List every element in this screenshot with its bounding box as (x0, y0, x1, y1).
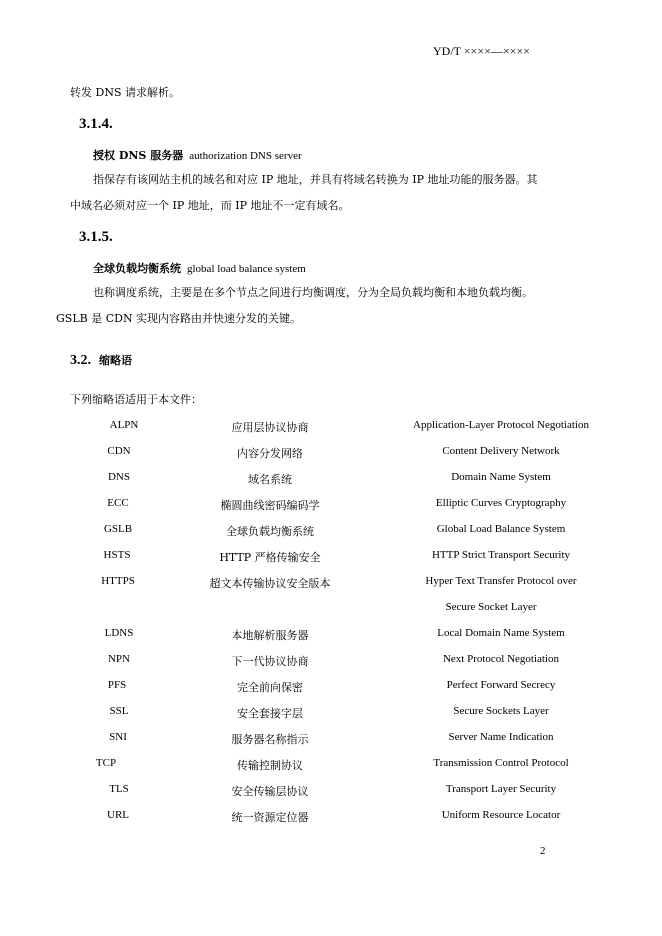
document-code-header: YD/T ××××—×××× (433, 44, 530, 58)
abbr-cell: ECC (107, 497, 129, 509)
abbr-cell: ALPN (109, 419, 139, 431)
en-cell: Domain Name System (451, 471, 551, 483)
intro-line: 转发 DNS 请求解析。 (70, 86, 180, 99)
abbr-cell: LDNS (104, 627, 134, 639)
abbr-cell: PFS (107, 679, 127, 691)
zh-cell: 下一代协议协商 (231, 655, 309, 668)
section-3-1-5-def-line-1: 也称调度系统，主要是在多个节点之间进行均衡调度，分为全局负载均衡和本地负载均衡。 (93, 286, 533, 299)
section-3-2-title: 缩略语 (99, 355, 132, 367)
abbr-cell: TCP (95, 757, 117, 769)
abbreviations-intro: 下列缩略语适用于本文件： (70, 393, 202, 406)
zh-cell: 本地解析服务器 (231, 629, 309, 642)
zh-cell: 全球负载均衡系统 (226, 525, 314, 538)
term-en: authorization DNS server (189, 150, 302, 162)
zh-cell: 完全前向保密 (237, 681, 303, 694)
abbr-cell: HTTPS (101, 575, 135, 587)
en-cell: Global Load Balance System (436, 523, 566, 535)
section-3-1-4-term (93, 147, 302, 163)
zh-cell: 安全套接字层 (237, 707, 303, 720)
abbr-cell: URL (107, 809, 129, 821)
en-cell: Server Name Indication (448, 731, 554, 743)
zh-cell: 域名系统 (248, 473, 292, 486)
en-cell: Transmission Control Protocol (433, 757, 569, 769)
en-cell: Uniform Resource Locator (441, 809, 561, 821)
zh-cell: HTTP 严格传输安全 (219, 551, 321, 564)
abbr-cell: CDN (107, 445, 131, 457)
section-3-1-5-def-line-2: GSLB 是 CDN 实现内容路由并快速分发的关键。 (56, 312, 302, 325)
section-3-2-number: 3.2. (70, 353, 91, 368)
en-cell: Perfect Forward Secrecy (446, 679, 556, 691)
term-en: global load balance system (187, 263, 306, 275)
abbr-cell: SNI (109, 731, 127, 743)
abbr-cell: TLS (109, 783, 129, 795)
en-cell: Transport Layer Security (445, 783, 557, 795)
en-cell: Hyper Text Transfer Protocol over (425, 575, 577, 587)
page-number: 2 (540, 845, 546, 857)
abbr-cell: SSL (109, 705, 129, 717)
abbr-cell: NPN (107, 653, 131, 665)
en-cell: Elliptic Curves Cryptography (435, 497, 567, 509)
term-zh: 全球负载均衡系统 (93, 262, 181, 275)
section-3-1-5-number: 3.1.5. (79, 229, 113, 245)
en-cell: HTTP Strict Transport Security (431, 549, 571, 561)
section-3-1-5-term (93, 260, 306, 276)
en-cell-continuation: Secure Socket Layer (445, 601, 537, 613)
zh-cell: 传输控制协议 (237, 759, 303, 772)
section-3-2-heading (70, 352, 132, 369)
en-cell: Local Domain Name System (437, 627, 565, 639)
en-cell: Content Delivery Network (442, 445, 560, 457)
section-3-1-4-def-line-1: 指保存有该网站主机的域名和对应 IP 地址，并具有将域名转换为 IP 地址功能的服务器。其 (93, 173, 538, 186)
zh-cell: 超文本传输协议安全版本 (209, 577, 331, 590)
zh-cell: 安全传输层协议 (231, 785, 309, 798)
abbr-cell: DNS (107, 471, 131, 483)
zh-cell: 服务器名称指示 (231, 733, 309, 746)
zh-cell: 内容分发网络 (237, 447, 303, 460)
section-3-1-4-number: 3.1.4. (79, 116, 113, 132)
en-cell: Secure Sockets Layer (453, 705, 549, 717)
abbr-cell: GSLB (103, 523, 133, 535)
term-zh: 授权 DNS 服务器 (93, 149, 184, 162)
zh-cell: 统一资源定位器 (231, 811, 309, 824)
section-3-1-4-def-line-2: 中域名必须对应一个 IP 地址，而 IP 地址不一定有域名。 (70, 199, 350, 212)
en-cell: Next Protocol Negotiation (442, 653, 560, 665)
en-cell: Application-Layer Protocol Negotiation (413, 419, 589, 431)
zh-cell: 椭圆曲线密码编码学 (220, 499, 320, 512)
zh-cell: 应用层协议协商 (231, 421, 309, 434)
abbr-cell: HSTS (103, 549, 131, 561)
